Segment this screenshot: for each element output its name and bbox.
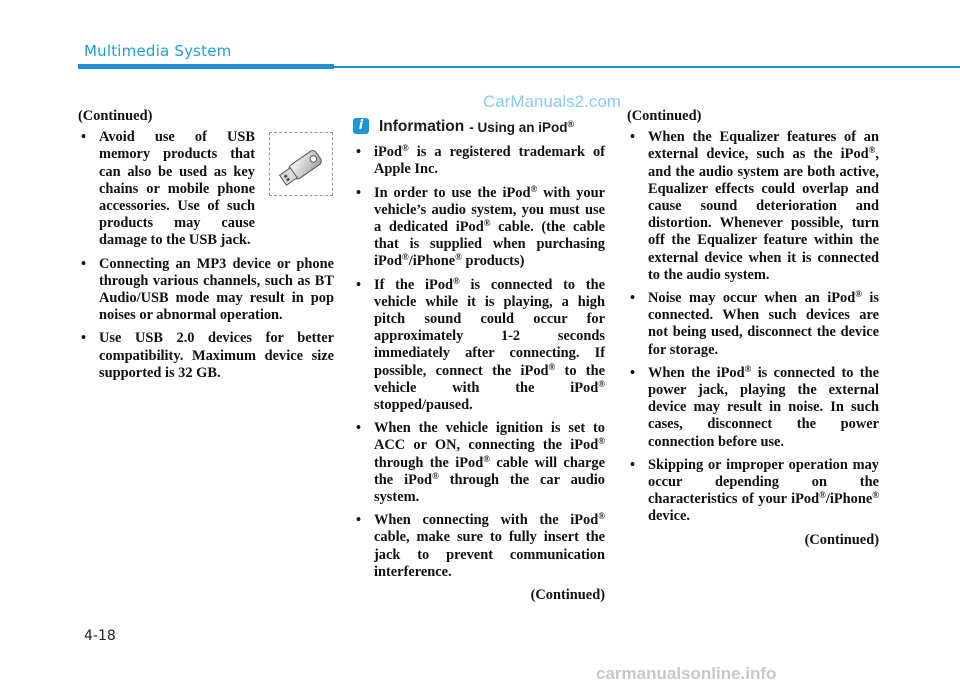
usb-illustration <box>269 132 333 196</box>
watermark-top[interactable]: CarManuals2.com <box>483 92 621 111</box>
column-3 <box>627 108 879 549</box>
bullet-icon: • <box>81 330 87 347</box>
bullet-icon: • <box>630 290 636 307</box>
usb-drive-icon <box>270 133 332 195</box>
page-number: 4-18 <box>84 628 116 644</box>
list-item: • Noise may occur when an iPod® is connected. When such devices are not being used, disconnect the device for storage. <box>630 289 879 358</box>
list-item: • In order to use the iPod® with your vehicle’s audio system, you must use a dedicated iPod® cable. (the cable that is supplied when purchasing iPod®/iPhone® products) <box>356 183 605 270</box>
bullet-icon: • <box>356 144 362 161</box>
bullet-icon: • <box>630 129 636 146</box>
column-2 <box>353 116 605 604</box>
info-icon: i <box>353 118 369 134</box>
list-item: • When connecting with the iPod® cable, make sure to fully insert the jack to prevent communication interference. <box>356 511 605 580</box>
list-item: • Use USB 2.0 devices for better compatibility. Maximum device size supported is 32 GB. <box>81 330 334 381</box>
bullet-icon: • <box>356 276 362 293</box>
list-item: • When the iPod® is connected to the power jack, playing the external device may result in noise. In such cases, disconnect the power connection before use. <box>630 363 879 450</box>
list-item: • Avoid use of USB memory products that can also be used as key chains or mobile phone accessories. Use of such products may cause damage to the USB jack. <box>81 129 255 249</box>
continued-footer: (Continued) <box>804 531 879 548</box>
header-rule-thin <box>334 66 960 68</box>
bullet-icon: • <box>81 129 87 146</box>
continued-label: (Continued) <box>627 108 702 124</box>
list-item: • If the iPod® is connected to the vehicle while it is playing, a high pitch sound could occur for approximately 1-2 seconds immediately after connecting. If possible, connect the iPod® to the vehicle with the iPod® stopped/paused. <box>356 275 605 414</box>
bullet-icon: • <box>630 456 636 473</box>
continued-footer: (Continued) <box>530 587 605 604</box>
continued-label: (Continued) <box>78 108 153 124</box>
bullet-icon: • <box>356 184 362 201</box>
header-rule-thick <box>78 64 334 69</box>
section-title: Multimedia System <box>84 42 232 60</box>
list-item: • Connecting an MP3 device or phone through various channels, such as BT Audio/USB mode may result in pop noises or abnormal operation. <box>81 255 334 324</box>
bullet-icon: • <box>630 364 636 381</box>
info-title: Information <box>379 117 465 135</box>
bullet-icon: • <box>356 512 362 529</box>
list-item: • Skipping or improper operation may occur depending on the characteristics of your iPod®/iPhone® device. <box>630 456 879 525</box>
list-item: • iPod® is a registered trademark of Apple Inc. <box>356 143 605 178</box>
info-heading <box>353 116 605 136</box>
bullet-icon: • <box>356 420 362 437</box>
bullet-list <box>627 129 879 525</box>
bullet-icon: • <box>81 255 87 272</box>
list-item: • When the vehicle ignition is set to ACC or ON, connecting the iPod® through the iPod® cable will charge the iPod® through the car audio system. <box>356 420 605 506</box>
list-item: • When the Equalizer features of an external device, such as the iPod®, and the audio system are both active, Equalizer effects could overlap and cause sound deterioration and distortion. Whenever possible, turn off the Equalizer feature within the external device when it is connected to the audio system. <box>630 129 879 283</box>
watermark-bottom[interactable]: carmanualsonline.info <box>596 664 777 683</box>
bullet-list <box>353 144 605 581</box>
info-subtitle: - Using an iPod® <box>469 119 575 135</box>
